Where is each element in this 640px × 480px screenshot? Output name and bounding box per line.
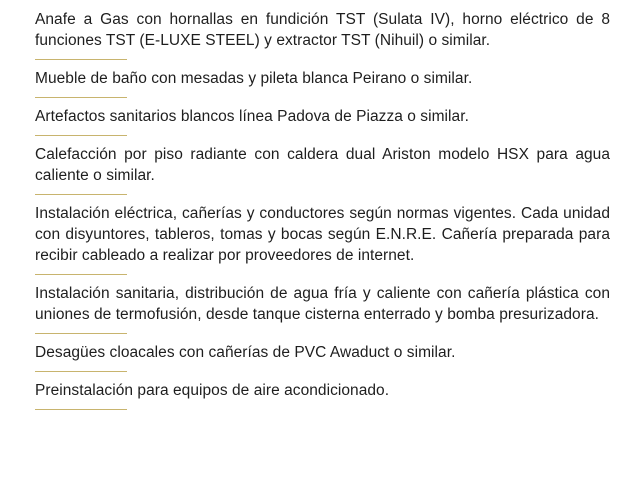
spec-item-air-conditioning: Preinstalación para equipos de aire acondicionado. (35, 382, 390, 399)
gold-divider-rule (35, 409, 127, 410)
gold-divider-rule (35, 135, 127, 136)
gold-divider-rule (35, 371, 127, 372)
spec-item-sanitary-fixtures: Artefactos sanitarios blancos línea Padova de Piazza o similar. (35, 108, 469, 125)
spec-item-kitchen-appliances: Anafe a Gas con hornallas en fundición TST (Sulata IV), horno eléctrico de 8 funciones TST (E-LUXE STEEL) y extractor TST (Nihuil) o similar. (35, 11, 610, 49)
specifications-list (35, 9, 610, 418)
spec-item-bathroom-furniture: Mueble de baño con mesadas y pileta blanca Peirano o similar. (35, 70, 473, 87)
gold-divider-rule (35, 274, 127, 275)
spec-item-heating: Calefacción por piso radiante con caldera dual Ariston modelo HSX para agua caliente o similar. (35, 146, 610, 184)
spec-item-plumbing: Instalación sanitaria, distribución de agua fría y caliente con cañería plástica con uniones de termofusión, desde tanque cisterna enterrado y bomba presurizadora. (35, 285, 610, 323)
gold-divider-rule (35, 194, 127, 195)
gold-divider-rule (35, 97, 127, 98)
gold-divider-rule (35, 59, 127, 60)
gold-divider-rule (35, 333, 127, 334)
spec-item-sewage: Desagües cloacales con cañerías de PVC Awaduct o similar. (35, 344, 456, 361)
spec-item-electrical: Instalación eléctrica, cañerías y conductores según normas vigentes. Cada unidad con disyuntores, tableros, tomas y bocas según E.N.R.E. Cañería preparada para recibir cableado a realizar por proveedores de internet. (35, 205, 610, 264)
